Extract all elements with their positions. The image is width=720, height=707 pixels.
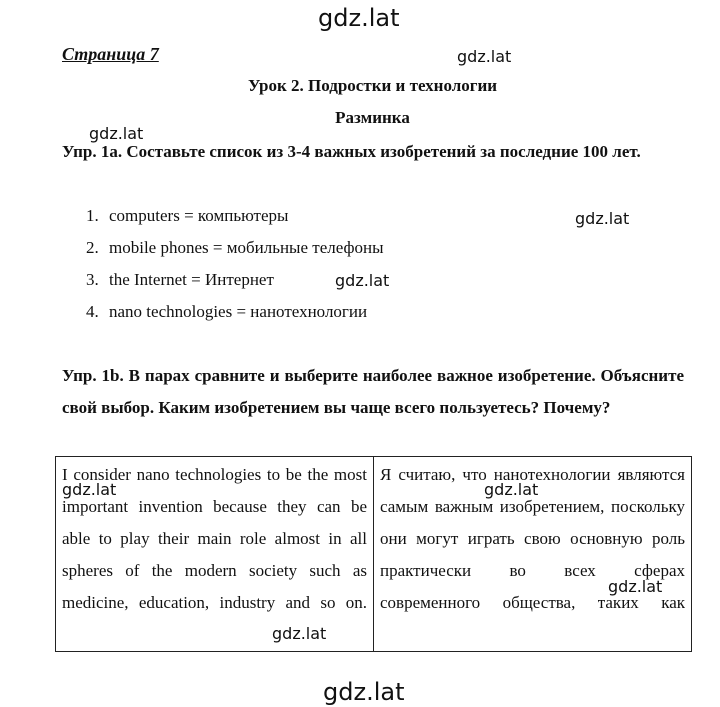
- list-item: [86, 296, 384, 328]
- answer-english: I consider nano technologies to be the most important invention because they can be able to play their main role almost in all spheres of the modern society such as medicine, education, industry and so on.: [56, 457, 374, 652]
- watermark-bottom: gdz.lat: [323, 678, 405, 706]
- answer-russian: Я считаю, что нанотехнологии являются самым важным изобретением, поскольку они могут играть свою основную роль практически во всех сферах современного общества, таких как: [374, 457, 692, 652]
- list-item: [86, 200, 384, 232]
- watermark: gdz.lat: [575, 209, 630, 228]
- list-number: 3.: [86, 270, 99, 289]
- list-text: the Internet = Интернет: [109, 270, 274, 289]
- page-label: Страница 7: [62, 44, 159, 64]
- list-text: mobile phones = мобильные телефоны: [109, 238, 384, 257]
- watermark: gdz.lat: [457, 47, 512, 66]
- list-number: 2.: [86, 238, 99, 257]
- watermark-top: gdz.lat: [318, 4, 400, 32]
- answer-table: [55, 456, 692, 652]
- watermark: gdz.lat: [335, 271, 390, 290]
- watermark: gdz.lat: [608, 577, 663, 596]
- section-title: Разминка: [335, 108, 410, 127]
- watermark: gdz.lat: [272, 624, 327, 643]
- lesson-title: Урок 2. Подростки и технологии: [247, 76, 498, 95]
- watermark: gdz.lat: [62, 480, 117, 499]
- list-number: 1.: [86, 206, 99, 225]
- exercise-1b-prompt: Упр. 1b. В парах сравните и выберите наиболее важное изобретение. Объясните свой выбор. Каким изобретением вы чаще всего пользуетесь? Почему?: [62, 366, 684, 417]
- inventions-list: [86, 200, 384, 328]
- list-item: [86, 232, 384, 264]
- list-text: nano technologies = нанотехнологии: [109, 302, 368, 321]
- list-number: 4.: [86, 302, 99, 321]
- watermark: gdz.lat: [484, 480, 539, 499]
- watermark: gdz.lat: [89, 124, 144, 143]
- list-text: computers = компьютеры: [109, 206, 289, 225]
- exercise-1a-prompt: Упр. 1a. Составьте список из 3-4 важных изобретений за последние 100 лет.: [62, 142, 641, 161]
